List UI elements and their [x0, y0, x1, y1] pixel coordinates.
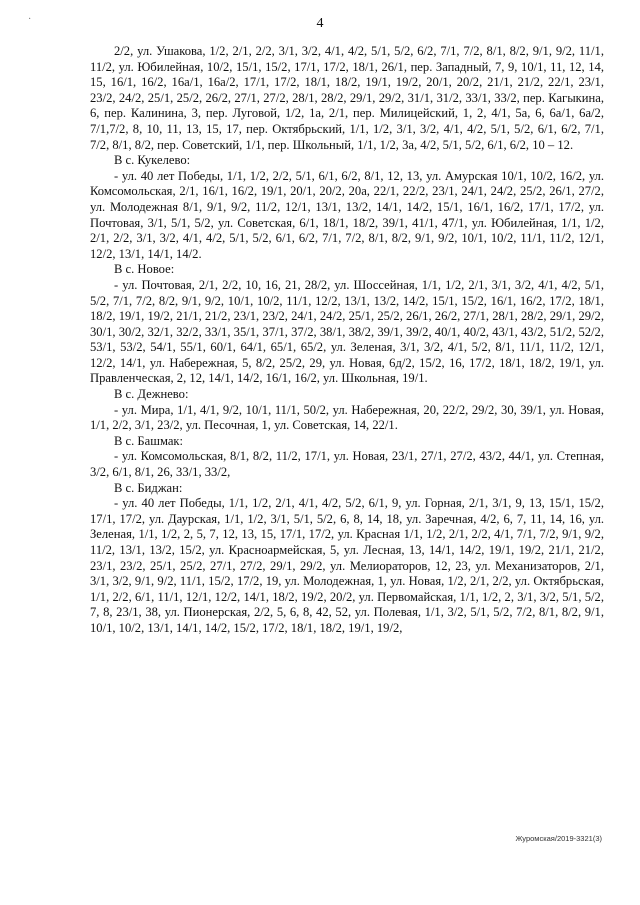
document-body: [90, 44, 604, 637]
paragraph-kukelevo: - ул. 40 лет Победы, 1/1, 1/2, 2/2, 5/1, 6/1, 6/2, 8/1, 12, 13, ул. Амурская 10/1, 10/2, 16/2, ул. Комсомольская, 2/1, 16/1, 16/2, 19/1, 20/1, 20/2, 20а, 22/1, 22/2, 23/1, 24/1, 24/2, 25/2, 26/1, 27/2, ул. Молодежная 8/1, 9/1, 9/2, 11/2, 12/1, 13/1, 13/2, 14/1, 14/2, 15/1, 16/1, 16/2, 17/1, 17/2, ул. Почтовая, 3/1, 5/1, 5/2, ул. Советская, 6/1, 18/1, 18/2, 39/1, 41/1, 47/1, ул. Юбилейная, 1/1, 1/2, 2/1, 2/2, 3/1, 3/2, 4/1, 4/2, 5/1, 5/2, 6/1, 6/2, 7/1, 7/2, 8/1, 8/2, 9/1, 9/2, 10/1, 10/2, 11/1, 11/2, 12/1, 12/2, 13/1, 14/1, 14/2.: [90, 168, 604, 261]
document-footer-code: Журомская/2019-3321(3): [515, 834, 602, 843]
heading-novoe: В с. Новое:: [114, 262, 175, 277]
heading-dezhnevo: В с. Дежнево:: [114, 387, 189, 402]
paragraph-novoe: - ул. Почтовая, 2/1, 2/2, 10, 16, 21, 28/2, ул. Шоссейная, 1/1, 1/2, 2/1, 3/1, 3/2, 4/1, 4/2, 5/1, 5/2, 7/1, 7/2, 8/2, 9/1, 9/2, 10/1, 10/2, 11/1, 12/2, 13/1, 13/2, 14/2, 15/1, 15/2, 16/1, 16/2, 17/2, 18/1, 18/2, 19/1, 19/2, 21/1, 21/2, 23/1, 23/2, 24/1, 24/2, 25/1, 25/2, 26/1, 26/2, 27/1, 28/1, 28/2, 29/1, 29/2, 30/1, 30/2, 32/1, 32/2, 33/1, 35/1, 37/1, 37/2, 38/1, 38/2, 39/1, 39/2, 40/1, 40/2, 43/1, 43/2, 51/2, 52/2, 53/1, 53/2, 54/1, 55/1, 60/1, 64/1, 65/1, 65/2, ул. Зеленая, 3/1, 3/2, 4/1, 5/2, 8/1, 11/1, 11/2, 12/1, 12/2, 14/1, ул. Набережная, 5, 8/2, 25/2, 29, ул. Новая, 6д/2, 15/2, 16, 17/2, 18/1, 18/2, 19/1, ул. Правленческая, 2, 12, 14/1, 14/2, 16/1, 16/2, ул. Школьная, 19/1.: [90, 277, 604, 386]
paragraph-continuation: 2/2, ул. Ушакова, 1/2, 2/1, 2/2, 3/1, 3/2, 4/1, 4/2, 5/1, 5/2, 6/2, 7/1, 7/2, 8/1, 8/2, 9/1, 9/2, 11/1, 11/2, ул. Юбилейная, 10/2, 15/1, 15/2, 17/1, 17/2, 18/1, 26/1, пер. Западный, 7, 9, 10/1, 11, 12, 14, 15, 16/1, 16/2, 16а/1, 16а/2, 17/1, 17/2, 18/1, 18/2, 19/1, 19/2, 20/1, 20/2, 21/1, 21/2, 22/1, 23/1, 23/2, 24/2, 25/1, 25/2, 26/2, 27/1, 27/2, 28/1, 28/2, 29/1, 29/2, 31/1, 31/2, 33/1, 33/2, пер. Кагыкина, 6, пер. Калинина, 3, пер. Луговой, 1/2, 1а, 2/1, пер. Милицейский, 1, 2, 4/1, 5а, 6, 6а/1, 6а/2, 7/1,7/2, 8, 10, 11, 13, 15, 17, пер. Октябрьский, 1/1, 1/2, 3/1, 3/2, 4/1, 4/2, 5/1, 5/2, 6/1, 6/2, 7/1, 7/2, 8/1, 8/2, пер. Советский, 1/1, пер. Школьный, 1/1, 1/2, 3а, 4/2, 5/1, 5/2, 6/1, 6/2, 10 – 12.: [90, 44, 604, 152]
page-number: 4: [316, 16, 324, 31]
heading-kukelevo: В с. Кукелево:: [114, 153, 191, 168]
heading-bashmak: В с. Башмак:: [114, 433, 184, 448]
scan-corner-mark: ·: [28, 14, 32, 25]
paragraph-dezhnevo: - ул. Мира, 1/1, 4/1, 9/2, 10/1, 11/1, 50/2, ул. Набережная, 20, 22/2, 29/2, 30, 39/1, ул. Новая, 1/1, 2/2, 3/1, 23/2, ул. Песочная, 1, ул. Советская, 14, 22/1.: [90, 402, 604, 433]
heading-bidzhan: В с. Биджан:: [114, 480, 183, 495]
paragraph-bashmak: - ул. Комсомольская, 8/1, 8/2, 11/2, 17/1, ул. Новая, 23/1, 27/1, 27/2, 43/2, 44/1, ул. Степная, 3/2, 6/1, 8/1, 26, 33/1, 33/2,: [90, 449, 604, 480]
paragraph-bidzhan: - ул. 40 лет Победы, 1/1, 1/2, 2/1, 4/1, 4/2, 5/2, 6/1, 9, ул. Горная, 2/1, 3/1, 9, 13, 15/1, 15/2, 17/1, 17/2, ул. Даурская, 1/1, 1/2, 3/1, 5/1, 5/2, 6, 8, 14, 18, ул. Заречная, 4/2, 6, 7, 11, 14, 16, ул. Зеленая, 1/1, 1/2, 2, 5, 7, 12, 13, 15, 17/1, 17/2, ул. Красная 1/1, 1/2, 2/1, 2/2, 4/1, 7/1, 7/2, 9/1, 9/2, 11/2, 13/1, 13/2, 15/2, ул. Красноармейская, 5, ул. Лесная, 13, 14/1, 14/2, 19/1, 19/2, 21/1, 21/2, 23/1, 23/2, 25/1, 25/2, 27/1, 27/2, 29/1, 29/2, ул. Мелиораторов, 12, 23, ул. Механизаторов, 2/1, 3/1, 3/2, 9/1, 9/2, 11/1, 15/2, 17/2, 19, ул. Молодежная, 1, ул. Новая, 1/2, 2/1, 2/2, ул. Октябрьская, 1/1, 2/2, 6/1, 11/1, 12/1, 12/2, 14/1, 18/2, 19/2, 20/2, ул. Первомайская, 1/1, 1/2, 2, 3/1, 3/2, 5/1, 5/2, 7, 8, 23/1, 38, ул. Пионерская, 2/2, 5, 6, 8, 42, 52, ул. Полевая, 1/1, 3/2, 5/1, 5/2, 7/2, 8/1, 8/2, 9/1, 10/1, 10/2, 13/1, 14/1, 14/2, 15/2, 17/2, 18/1, 18/2, 19/1, 19/2,: [90, 496, 604, 635]
